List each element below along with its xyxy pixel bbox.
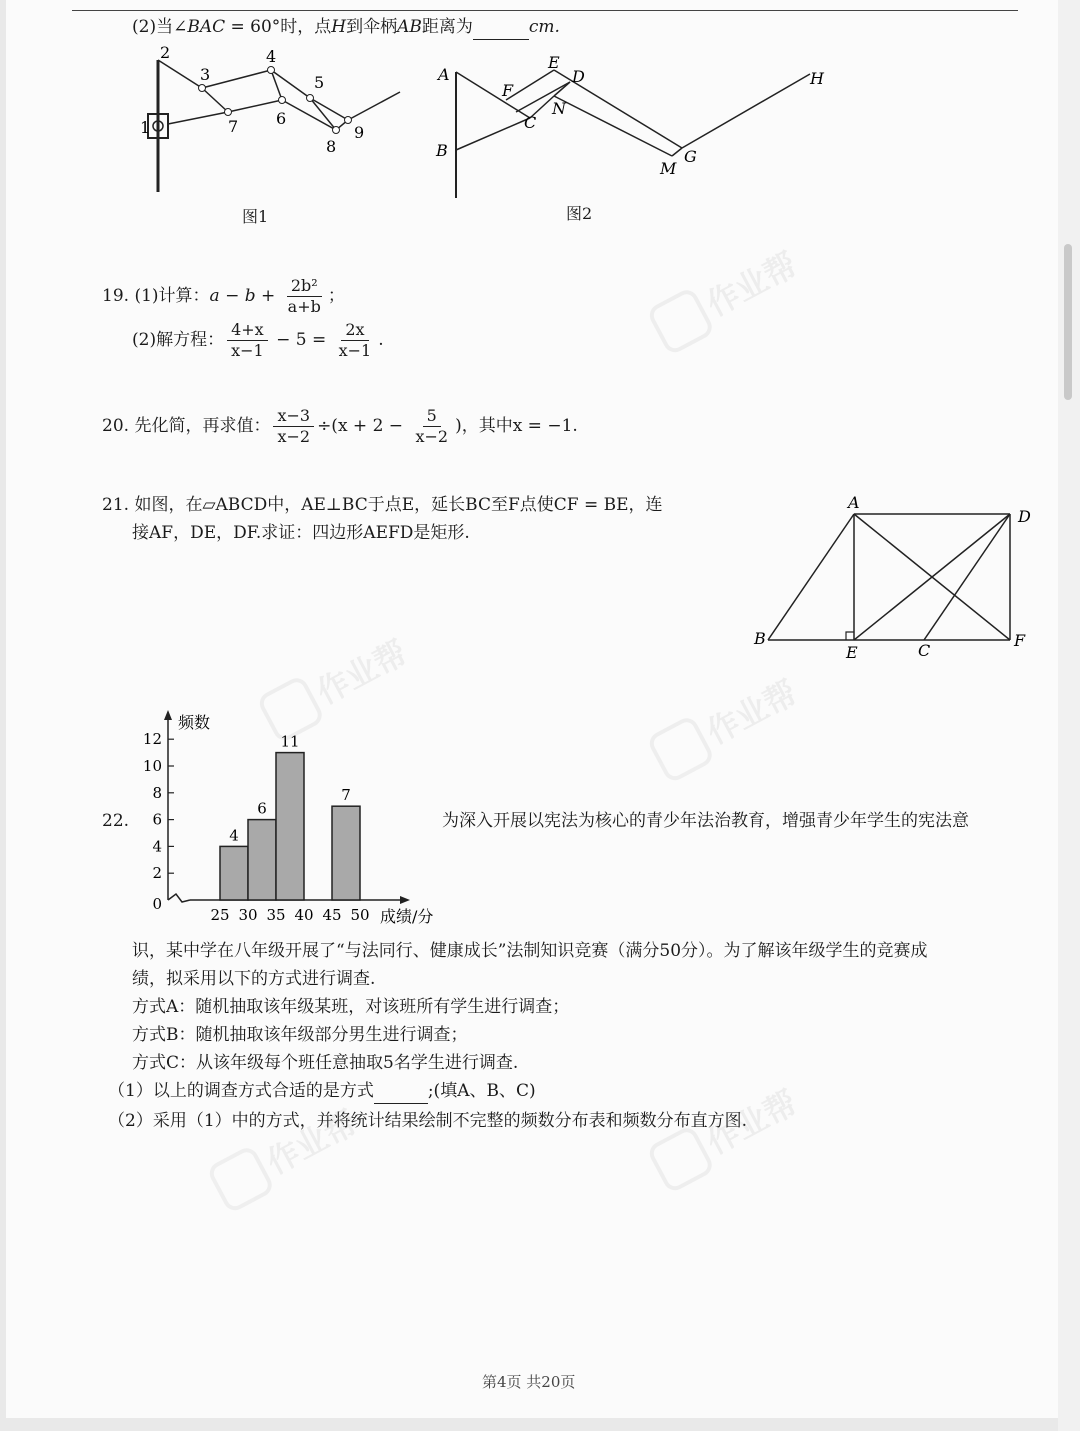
- fig1-label: 6: [276, 109, 287, 128]
- bar-data-label: 7: [341, 786, 351, 805]
- chart-xlabel: 成绩/分: [380, 907, 434, 926]
- watermark: 作业帮: [643, 653, 819, 782]
- fig2-label: M: [660, 159, 677, 178]
- histogram-bar: [276, 753, 304, 900]
- x-tick-label: 30: [238, 906, 258, 924]
- x-tick-label: 35: [266, 906, 286, 924]
- histogram-bar: [248, 820, 276, 900]
- fig2-label: D: [572, 67, 585, 86]
- y-axis-arrow: [164, 710, 172, 720]
- q22-line2: 识，某中学在八年级开展了“与法同行、健康成长”法制知识竞赛（满分50分）。为了解该年级学生的竞赛成: [132, 941, 928, 961]
- fig2-label: A: [438, 65, 450, 84]
- q21-label: F: [1014, 631, 1026, 650]
- bar-data-label: 11: [280, 732, 300, 751]
- q21-line2: 接AF，DE，DF.求证：四边形AEFD是矩形.: [132, 523, 470, 543]
- chart-ylabel: 频数: [178, 713, 211, 732]
- watermark: 作业帮: [643, 1063, 819, 1192]
- x-tick-label: 50: [350, 906, 370, 924]
- fig2-label: H: [810, 69, 824, 88]
- watermark: 作业帮: [643, 225, 819, 354]
- bar-data-label: 6: [257, 799, 267, 818]
- x-tick-label: 40: [294, 906, 314, 924]
- top-rule: [72, 10, 1018, 11]
- q18-part2: (2)当∠BAC = 60°时，点H到伞柄AB距离为 cm.: [132, 14, 560, 40]
- fig1-label: 9: [354, 123, 365, 142]
- fig1-label: 1: [140, 118, 151, 137]
- q22-sub1: （1）以上的调查方式合适的是方式 ;(填A、B、C): [108, 1078, 536, 1104]
- q19-part1: 19. (1)计算：a − b + $\frac{\text{2b²}}{a+b}$ ；: [102, 276, 345, 316]
- q19-part2: (2)解方程： $\frac{4+x}{x-1}$ − 5 = $\frac{2x}{x-1}$ .: [132, 320, 384, 360]
- fig1-label: 7: [228, 117, 239, 136]
- fig1-label: 4: [266, 47, 277, 66]
- q22-intro: 为深入开展以宪法为核心的青少年法治教育，增强青少年学生的宪法意: [442, 811, 969, 831]
- answer-blank[interactable]: [473, 23, 529, 40]
- figure-2-caption: 图2: [566, 204, 593, 223]
- y-tick-label: 6: [152, 810, 162, 829]
- q22-way-b: 方式B：随机抽取该年级部分男生进行调查；: [132, 1025, 468, 1045]
- histogram-bar: [332, 806, 360, 900]
- fig2-label: C: [524, 113, 537, 132]
- fig2-label: B: [436, 141, 448, 160]
- page-footer: 第4页 共20页: [482, 1373, 576, 1391]
- q22-way-c: 方式C：从该年级每个班任意抽取5名学生进行调查.: [132, 1053, 519, 1073]
- q21-label: D: [1018, 507, 1031, 526]
- answer-blank[interactable]: [374, 1087, 428, 1104]
- q21-line1: 21. 如图，在▱ABCD中，AE⊥BC于点E，延长BC至F点使CF = BE，连: [102, 495, 663, 515]
- document-page: [6, 0, 1058, 1418]
- histogram-bar: [220, 846, 248, 900]
- y-tick-label: 10: [142, 757, 162, 775]
- q22-line3: 绩，拟采用以下的方式进行调查.: [132, 969, 376, 989]
- x-axis-arrow: [400, 896, 410, 904]
- x-tick-label: 45: [322, 906, 342, 924]
- fig2-label: G: [684, 147, 697, 166]
- fig1-label: 5: [314, 73, 325, 92]
- y-tick-label: 4: [152, 837, 162, 856]
- q21-label: B: [754, 629, 766, 648]
- q20: 20. 先化简，再求值： $\frac{x-3}{x-2}$ ÷(x + 2 − $\frac{5}{x-2}$ )，其中x = −1.: [102, 406, 578, 446]
- scrollbar[interactable]: [1058, 0, 1080, 1431]
- figure-q21-rectangle: [742, 492, 1042, 664]
- figure-2-umbrella: [430, 50, 840, 210]
- y-tick-label: 12: [142, 730, 162, 749]
- watermark: 作业帮: [203, 1083, 379, 1212]
- fig1-label: 3: [200, 65, 211, 84]
- fig1-label: 2: [160, 43, 171, 62]
- scrollbar-thumb[interactable]: [1064, 244, 1072, 400]
- x-tick-label: 25: [210, 906, 230, 924]
- q22-way-a: 方式A：随机抽取该年级某班，对该班所有学生进行调查；: [132, 997, 570, 1017]
- watermark: 作业帮: [253, 613, 429, 742]
- q21-label: E: [846, 643, 858, 662]
- q22-number: 22.: [102, 811, 130, 831]
- q21-label: C: [918, 641, 931, 660]
- axis-break: [168, 894, 190, 902]
- figure-1-caption: 图1: [242, 207, 269, 226]
- y-tick-label: 2: [152, 864, 162, 883]
- y-tick-label: 8: [152, 783, 162, 802]
- fig2-label: E: [548, 53, 560, 72]
- bar-data-label: 4: [229, 826, 239, 845]
- q21-label: A: [848, 493, 860, 512]
- fig1-label: 8: [326, 137, 337, 156]
- figure-1-umbrella: [126, 40, 426, 240]
- q22-sub2: （2）采用（1）中的方式，并将统计结果绘制不完整的频数分布表和频数分布直方图.: [108, 1111, 748, 1131]
- y-tick-label: 0: [152, 895, 162, 913]
- fig2-label: N: [552, 99, 566, 118]
- fig2-label: F: [502, 81, 514, 100]
